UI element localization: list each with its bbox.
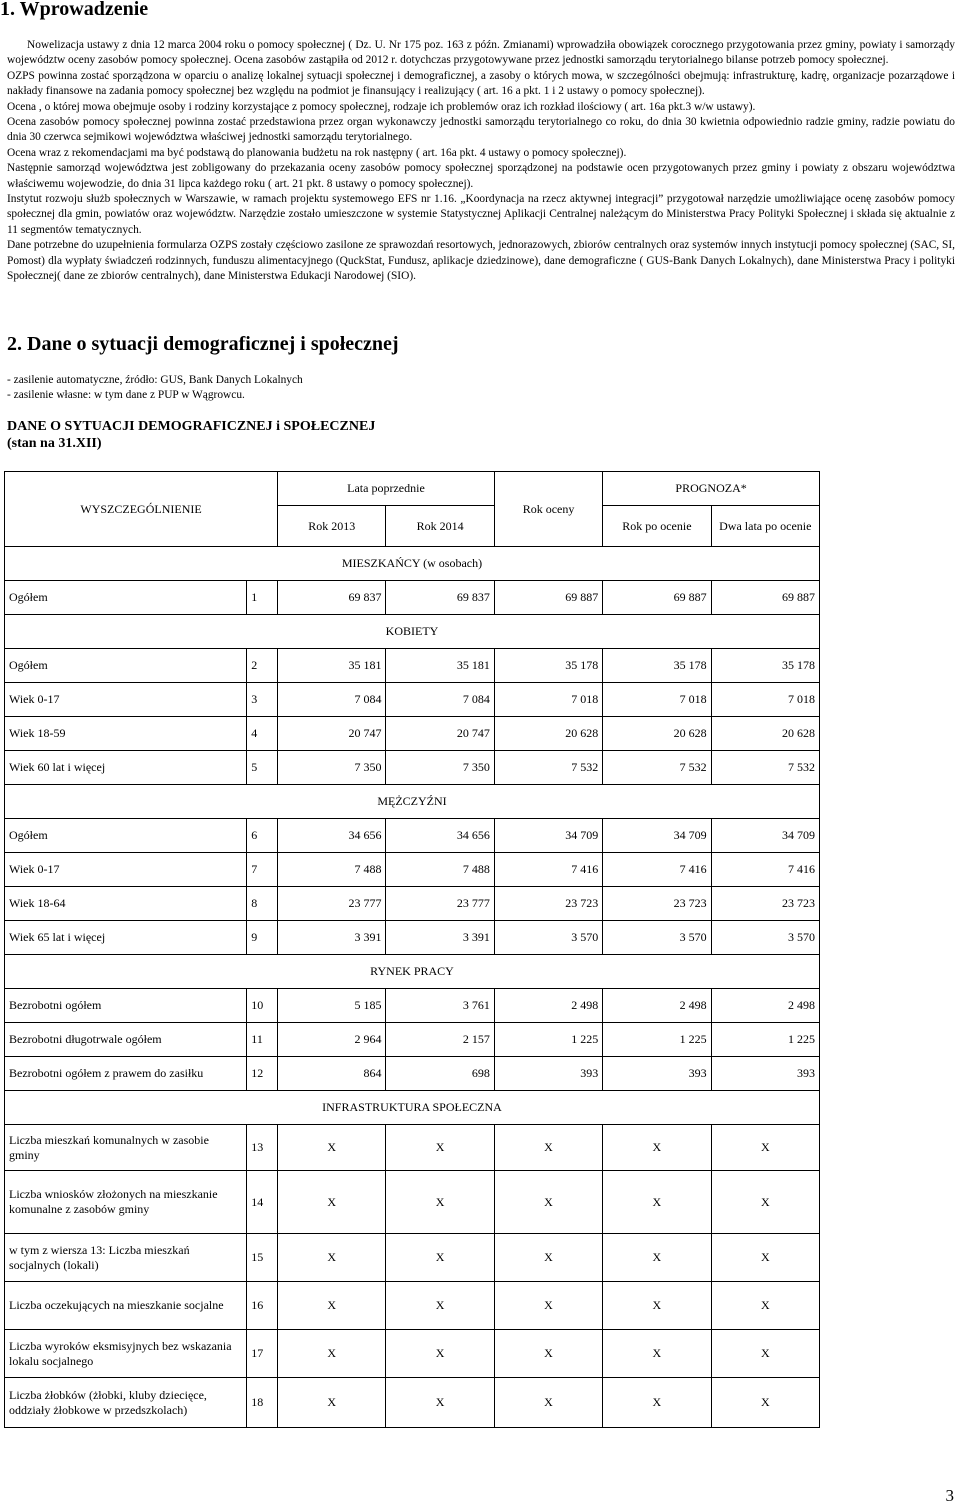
value-year-after: 393 xyxy=(603,1057,711,1091)
value-year-after: X xyxy=(603,1282,711,1330)
value-2013: 69 837 xyxy=(278,581,386,615)
value-year-after: X xyxy=(603,1378,711,1428)
row-label: Wiek 18-64 xyxy=(5,887,247,921)
value-2014: X xyxy=(386,1330,494,1378)
value-2013: 7 488 xyxy=(278,853,386,887)
value-two-years-after: 393 xyxy=(711,1057,819,1091)
value-2013: 7 084 xyxy=(278,683,386,717)
table-row xyxy=(5,887,820,921)
row-number: 10 xyxy=(247,989,278,1023)
section-men: MĘŻCZYŹNI xyxy=(5,785,820,819)
row-label: Ogółem xyxy=(5,649,247,683)
value-year-after: 23 723 xyxy=(603,887,711,921)
section-row-labour xyxy=(5,955,820,989)
table-body xyxy=(5,472,820,1428)
row-number: 9 xyxy=(247,921,278,955)
value-rating-year: 69 887 xyxy=(494,581,602,615)
table-row xyxy=(5,1057,820,1091)
value-2014: X xyxy=(386,1125,494,1171)
value-2014: 35 181 xyxy=(386,649,494,683)
row-number: 17 xyxy=(247,1330,278,1378)
value-rating-year: 34 709 xyxy=(494,819,602,853)
row-number: 11 xyxy=(247,1023,278,1057)
section-women: KOBIETY xyxy=(5,615,820,649)
value-rating-year: 7 532 xyxy=(494,751,602,785)
value-year-after: X xyxy=(603,1330,711,1378)
value-2014: 23 777 xyxy=(386,887,494,921)
value-two-years-after: 1 225 xyxy=(711,1023,819,1057)
table-row xyxy=(5,1378,820,1428)
value-two-years-after: 7 532 xyxy=(711,751,819,785)
value-2014: 2 157 xyxy=(386,1023,494,1057)
table-row xyxy=(5,751,820,785)
value-2014: 3 391 xyxy=(386,921,494,955)
value-two-years-after: 35 178 xyxy=(711,649,819,683)
intro-paragraph-4: Ocena zasobów pomocy społecznej powinna zostać przedstawiona przez organ wykonawczy jednostki samorządu terytorialnego co roku, do dnia 30 kwietnia odpowiednio radzie gminy, radzie powiatu do dnia 30 czerwca sejmikowi województwa właściwej jednostki samorządu terytorialnego. xyxy=(7,116,955,144)
value-2013: 7 350 xyxy=(278,751,386,785)
row-label: Ogółem xyxy=(5,581,247,615)
value-2014: 698 xyxy=(386,1057,494,1091)
header-two-years-after: Dwa lata po ocenie xyxy=(711,506,819,547)
value-two-years-after: 3 570 xyxy=(711,921,819,955)
value-year-after: X xyxy=(603,1234,711,1282)
row-label: Liczba wniosków złożonych na mieszkanie komunalne z zasobów gminy xyxy=(5,1171,247,1234)
row-number: 12 xyxy=(247,1057,278,1091)
value-rating-year: X xyxy=(494,1234,602,1282)
header-row-1 xyxy=(5,472,820,506)
section-row-residents xyxy=(5,547,820,581)
value-2014: X xyxy=(386,1171,494,1234)
value-year-after: 3 570 xyxy=(603,921,711,955)
value-2014: 20 747 xyxy=(386,717,494,751)
section-residents: MIESZKAŃCY (w osobach) xyxy=(5,547,820,581)
section-2-title: 2. Dane o sytuacji demograficznej i społecznej xyxy=(7,333,399,355)
page-number: 3 xyxy=(945,1486,954,1505)
table-row xyxy=(5,683,820,717)
value-two-years-after: X xyxy=(711,1234,819,1282)
value-2014: X xyxy=(386,1378,494,1428)
intro-paragraph-2: OZPS powinna zostać sporządzona w oparciu o analizę lokalnej sytuacji społecznej i demograficznej, a zasoby o których mowa, w szczególności obejmują: infrastrukturę, kadrę, organizacje pozarządowe i nakłady finansowe na zadania pomocy społecznej bez względu na podmiot je finansujący i realizujący ( art. 16 a pkt. 1 i 2 ustawy o pomocy społecznej). xyxy=(7,69,955,98)
value-2013: 23 777 xyxy=(278,887,386,921)
row-label: Liczba mieszkań komunalnych w zasobie gminy xyxy=(5,1125,247,1171)
value-year-after: 7 416 xyxy=(603,853,711,887)
row-label: Wiek 60 lat i więcej xyxy=(5,751,247,785)
row-label: Wiek 65 lat i więcej xyxy=(5,921,247,955)
row-number: 6 xyxy=(247,819,278,853)
value-2013: 3 391 xyxy=(278,921,386,955)
value-two-years-after: 20 628 xyxy=(711,717,819,751)
value-2013: 2 964 xyxy=(278,1023,386,1057)
row-number: 18 xyxy=(247,1378,278,1428)
row-number: 8 xyxy=(247,887,278,921)
value-2013: X xyxy=(278,1330,386,1378)
row-label: Ogółem xyxy=(5,819,247,853)
value-rating-year: 35 178 xyxy=(494,649,602,683)
value-2013: 34 656 xyxy=(278,819,386,853)
table-row xyxy=(5,717,820,751)
intro-paragraph-5: Ocena wraz z rekomendacjami ma być podstawą do planowania budżetu na rok następny ( art. 16a pkt. 4 ustawy o pomocy społecznej). xyxy=(7,146,627,159)
row-number: 14 xyxy=(247,1171,278,1234)
table-title-line-1: DANE O SYTUACJI DEMOGRAFICZNEJ i SPOŁECZNEJ xyxy=(7,419,376,434)
intro-paragraph-6: Następnie samorząd województwa jest zobligowany do przekazania oceny zasobów pomocy społecznej sporządzonej na podstawie ocen przygotowanych przez gminy i powiaty z obszaru województwa właściwemu wojewodzie, do dnia 31 lipca każdego roku ( art. 21 pkt. 8 ustawy o pomocy społecznej). xyxy=(7,162,955,190)
table-row xyxy=(5,1330,820,1378)
header-label: WYSZCZEGÓLNIENIE xyxy=(5,472,278,547)
value-two-years-after: X xyxy=(711,1125,819,1171)
value-2013: X xyxy=(278,1125,386,1171)
section-row-women xyxy=(5,615,820,649)
value-year-after: 20 628 xyxy=(603,717,711,751)
header-forecast: PROGNOZA* xyxy=(603,472,820,506)
value-rating-year: X xyxy=(494,1378,602,1428)
value-rating-year: 7 018 xyxy=(494,683,602,717)
value-year-after: 7 532 xyxy=(603,751,711,785)
value-rating-year: X xyxy=(494,1282,602,1330)
value-2014: 34 656 xyxy=(386,819,494,853)
row-number: 4 xyxy=(247,717,278,751)
row-label: Bezrobotni ogółem z prawem do zasiłku xyxy=(5,1057,247,1091)
table-row xyxy=(5,853,820,887)
value-2013: 35 181 xyxy=(278,649,386,683)
row-label: Bezrobotni ogółem xyxy=(5,989,247,1023)
value-year-after: 2 498 xyxy=(603,989,711,1023)
header-rating-year: Rok oceny xyxy=(494,472,602,547)
value-2013: X xyxy=(278,1378,386,1428)
value-two-years-after: 7 416 xyxy=(711,853,819,887)
table-row xyxy=(5,1125,820,1171)
value-rating-year: X xyxy=(494,1125,602,1171)
intro-paragraph-1: Nowelizacja ustawy z dnia 12 marca 2004 roku o pomocy społecznej ( Dz. U. Nr 175 poz. 163 z późn. Zmianami) wprowadziła obowiązek corocznego przygotowania przez gminy, powiaty i samorządy województw oceny zasobów pomocy społecznej. Ocena zasobów zastąpiła od 2012 r. dotychczas przygotowywane przez jednostki samorządu terytorialnego bilanse potrzeb pomocy społecznej. xyxy=(7,39,955,67)
table-title-line-2: (stan na 31.XII) xyxy=(7,436,102,451)
row-number: 2 xyxy=(247,649,278,683)
table-row xyxy=(5,989,820,1023)
row-number: 5 xyxy=(247,751,278,785)
value-year-after: X xyxy=(603,1171,711,1234)
value-rating-year: X xyxy=(494,1330,602,1378)
section-labour-market: RYNEK PRACY xyxy=(5,955,820,989)
value-year-after: 7 018 xyxy=(603,683,711,717)
row-label: Liczba żłobków (żłobki, kluby dziecięce, oddziały żłobkowe w przedszkolach) xyxy=(5,1378,247,1428)
value-year-after: 35 178 xyxy=(603,649,711,683)
intro-paragraph-8: Dane potrzebne do uzupełnienia formularza OZPS zostały częściowo zasilone ze sprawozdań resortowych, jednorazowych, zbiorów centralnych oraz systemów innych instytucji pomocy społecznej (SAC, SI, Pomost) dla wypłaty świadczeń rodzinnych, funduszu alimentacyjnego (QuckStat, Fundusz, aplikacje dziedzinowe), dane demograficzne ( GUS-Bank Danych Lokalnych), dane Ministerstwa Pracy i polityki Społecznej( dane ze zbiorów centralnych), dane Ministerstwa Edukacji Narodowej (SIO). xyxy=(7,239,955,283)
table-row xyxy=(5,921,820,955)
value-year-after: 1 225 xyxy=(603,1023,711,1057)
value-2014: 69 837 xyxy=(386,581,494,615)
value-rating-year: 2 498 xyxy=(494,989,602,1023)
table-row xyxy=(5,1023,820,1057)
value-rating-year: X xyxy=(494,1171,602,1234)
source-automatic: - zasilenie automatyczne, źródło: GUS, Bank Danych Lokalnych xyxy=(7,374,303,386)
value-rating-year: 20 628 xyxy=(494,717,602,751)
value-year-after: 69 887 xyxy=(603,581,711,615)
row-number: 7 xyxy=(247,853,278,887)
table-row xyxy=(5,649,820,683)
demographic-data-table xyxy=(4,471,820,1428)
section-row-infrastructure xyxy=(5,1091,820,1125)
row-label: Liczba wyroków eksmisyjnych bez wskazania lokalu socjalnego xyxy=(5,1330,247,1378)
value-2013: X xyxy=(278,1282,386,1330)
value-two-years-after: X xyxy=(711,1378,819,1428)
value-year-after: 34 709 xyxy=(603,819,711,853)
value-two-years-after: 23 723 xyxy=(711,887,819,921)
value-2014: 3 761 xyxy=(386,989,494,1023)
header-prev-years: Lata poprzednie xyxy=(278,472,495,506)
row-label: Bezrobotni długotrwale ogółem xyxy=(5,1023,247,1057)
value-two-years-after: 69 887 xyxy=(711,581,819,615)
header-year-2014: Rok 2014 xyxy=(386,506,494,547)
value-year-after: X xyxy=(603,1125,711,1171)
value-rating-year: 7 416 xyxy=(494,853,602,887)
row-number: 15 xyxy=(247,1234,278,1282)
value-two-years-after: X xyxy=(711,1330,819,1378)
value-2014: 7 350 xyxy=(386,751,494,785)
value-2014: X xyxy=(386,1282,494,1330)
value-rating-year: 23 723 xyxy=(494,887,602,921)
value-2013: X xyxy=(278,1171,386,1234)
value-two-years-after: 2 498 xyxy=(711,989,819,1023)
value-2013: 864 xyxy=(278,1057,386,1091)
value-2013: 5 185 xyxy=(278,989,386,1023)
table-row xyxy=(5,1171,820,1234)
table-row xyxy=(5,1282,820,1330)
value-2013: X xyxy=(278,1234,386,1282)
value-two-years-after: X xyxy=(711,1282,819,1330)
value-two-years-after: 34 709 xyxy=(711,819,819,853)
introduction-text xyxy=(7,38,955,285)
row-number: 16 xyxy=(247,1282,278,1330)
section-row-men xyxy=(5,785,820,819)
row-label: Liczba oczekujących na mieszkanie socjalne xyxy=(5,1282,247,1330)
source-own: - zasilenie własne: w tym dane z PUP w Wągrowcu. xyxy=(7,389,245,401)
value-2014: 7 488 xyxy=(386,853,494,887)
value-two-years-after: 7 018 xyxy=(711,683,819,717)
row-label: Wiek 0-17 xyxy=(5,853,247,887)
section-1-title: 1. Wprowadzenie xyxy=(0,0,149,20)
row-number: 1 xyxy=(247,581,278,615)
data-sources xyxy=(7,373,303,403)
value-rating-year: 3 570 xyxy=(494,921,602,955)
row-label: Wiek 0-17 xyxy=(5,683,247,717)
table-row xyxy=(5,1234,820,1282)
header-year-after: Rok po ocenie xyxy=(603,506,711,547)
table-title xyxy=(7,418,375,452)
row-label: w tym z wiersza 13: Liczba mieszkań socjalnych (lokali) xyxy=(5,1234,247,1282)
value-2014: 7 084 xyxy=(386,683,494,717)
table-row xyxy=(5,819,820,853)
value-two-years-after: X xyxy=(711,1171,819,1234)
row-number: 13 xyxy=(247,1125,278,1171)
value-rating-year: 1 225 xyxy=(494,1023,602,1057)
header-year-2013: Rok 2013 xyxy=(278,506,386,547)
section-infrastructure: INFRASTRUKTURA SPOŁECZNA xyxy=(5,1091,820,1125)
row-label: Wiek 18-59 xyxy=(5,717,247,751)
intro-paragraph-7: Instytut rozwoju służb społecznych w Warszawie, w ramach projektu systemowego EFS nr 1.16. „Koordynacja na rzecz aktywnej integracji” przygotował narzędzie umożliwiające ocenę zasobów pomocy społecznej dla gmin, powiatów oraz województw. Narzędzie zostało umieszczone w systemie Statystycznej Aplikacji Centralnej należącym do Ministerstwa Pracy Polityki Społecznej i składa się aktualnie z 11 segmentów tematycznych. xyxy=(7,193,955,236)
value-rating-year: 393 xyxy=(494,1057,602,1091)
value-2014: X xyxy=(386,1234,494,1282)
value-2013: 20 747 xyxy=(278,717,386,751)
table-row xyxy=(5,581,820,615)
intro-paragraph-3: Ocena , o której mowa obejmuje osoby i rodziny korzystające z pomocy społecznej, rodzaje ich problemów oraz ich rozkład ilościowy ( art. 16a pkt.3 w/w ustawy). xyxy=(7,100,756,113)
row-number: 3 xyxy=(247,683,278,717)
